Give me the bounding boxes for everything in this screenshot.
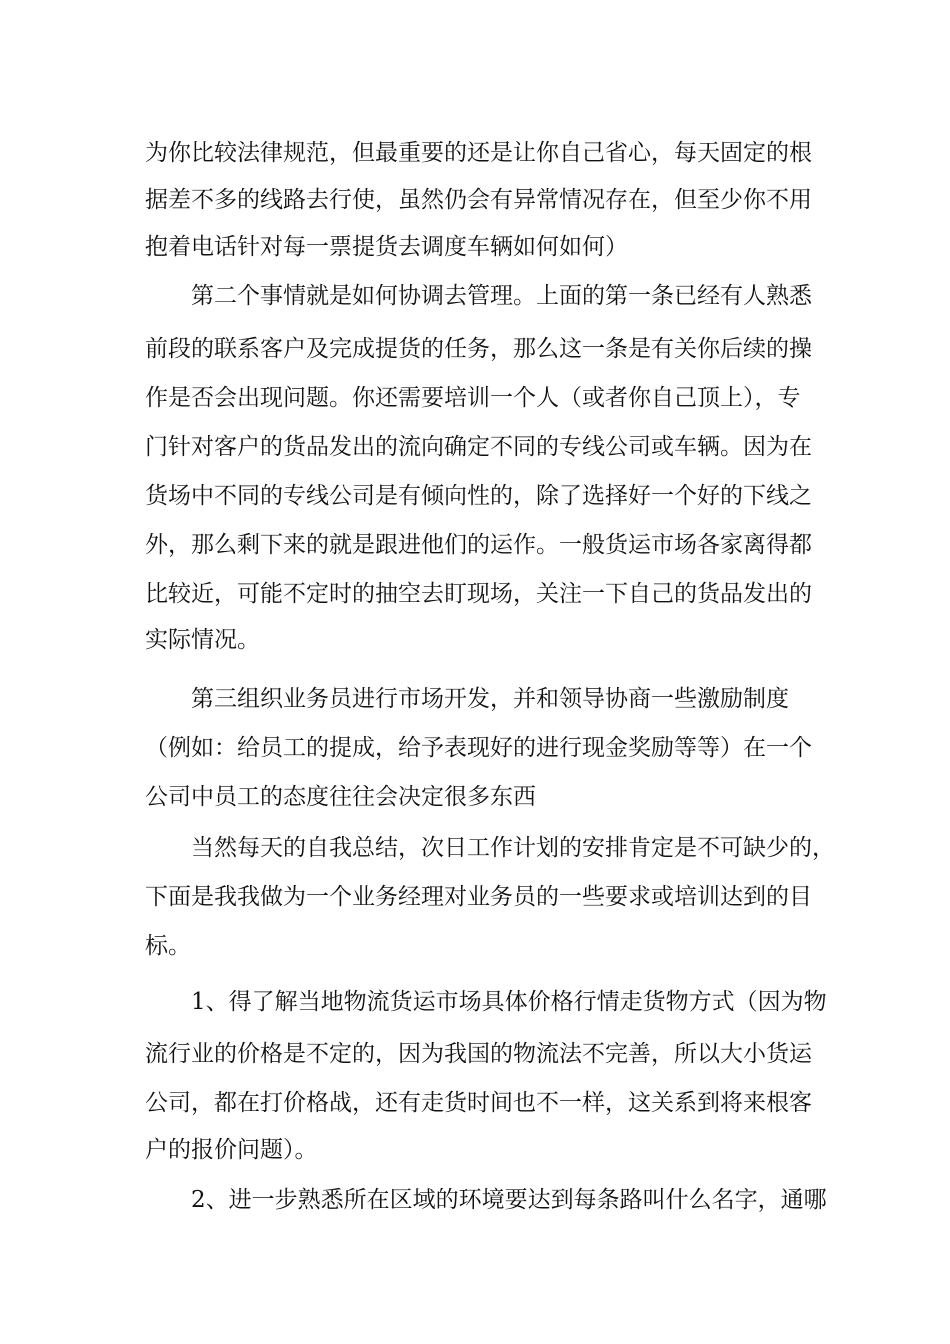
text-line: （例如：给员工的提成，给予表现好的进行现金奖励等等）在一个 — [145, 735, 812, 761]
text-line: 货场中不同的专线公司是有倾向性的，除了选择好一个好的下线之 — [145, 483, 812, 509]
text-line: 2、进一步熟悉所在区域的环境要达到每条路叫什么名字，通哪 — [191, 1187, 827, 1213]
text-line: 第三组织业务员进行市场开发，并和领导协商一些激励制度 — [191, 686, 789, 712]
text-line: 据差不多的线路去行使，虽然仍会有异常情况存在，但至少你不用 — [145, 187, 812, 213]
text-line: 标。 — [145, 933, 191, 959]
text-line: 实际情况。 — [145, 627, 260, 653]
text-line: 外，那么剩下来的就是跟进他们的运作。一般货运市场各家离得都 — [145, 532, 812, 558]
text-line: 流行业的价格是不定的，因为我国的物流法不完善，所以大小货运 — [145, 1041, 812, 1067]
text-line: 门针对客户的货品发出的流向确定不同的专线公司或车辆。因为在 — [145, 434, 812, 460]
text-line: 当然每天的自我总结，次日工作计划的安排肯定是不可缺少的， — [191, 835, 835, 861]
text-line: 第二个事情就是如何协调去管理。上面的第一条已经有人熟悉 — [191, 283, 812, 309]
text-line: 抱着电话针对每一票提货去调度车辆如何如何） — [145, 234, 628, 260]
text-line: 公司中员工的态度往往会决定很多东西 — [145, 784, 536, 810]
text-line: 户的报价问题）。 — [145, 1137, 318, 1163]
text-line: 为你比较法律规范，但最重要的还是让你自己省心，每天固定的根 — [145, 140, 812, 166]
text-line: 比较近，可能不定时的抽空去盯现场，关注一下自己的货品发出的 — [145, 581, 812, 607]
text-line: 前段的联系客户及完成提货的任务，那么这一条是有关你后续的操 — [145, 336, 812, 362]
text-line: 下面是我我做为一个业务经理对业务员的一些要求或培训达到的目 — [145, 884, 812, 910]
text-line: 作是否会出现问题。你还需要培训一个人（或者你自己顶上），专 — [145, 385, 801, 411]
text-line: 1、得了解当地物流货运市场具体价格行情走货物方式（因为物 — [191, 989, 827, 1015]
text-line: 公司，都在打价格战，还有走货时间也不一样，这关系到将来根客 — [145, 1090, 812, 1116]
